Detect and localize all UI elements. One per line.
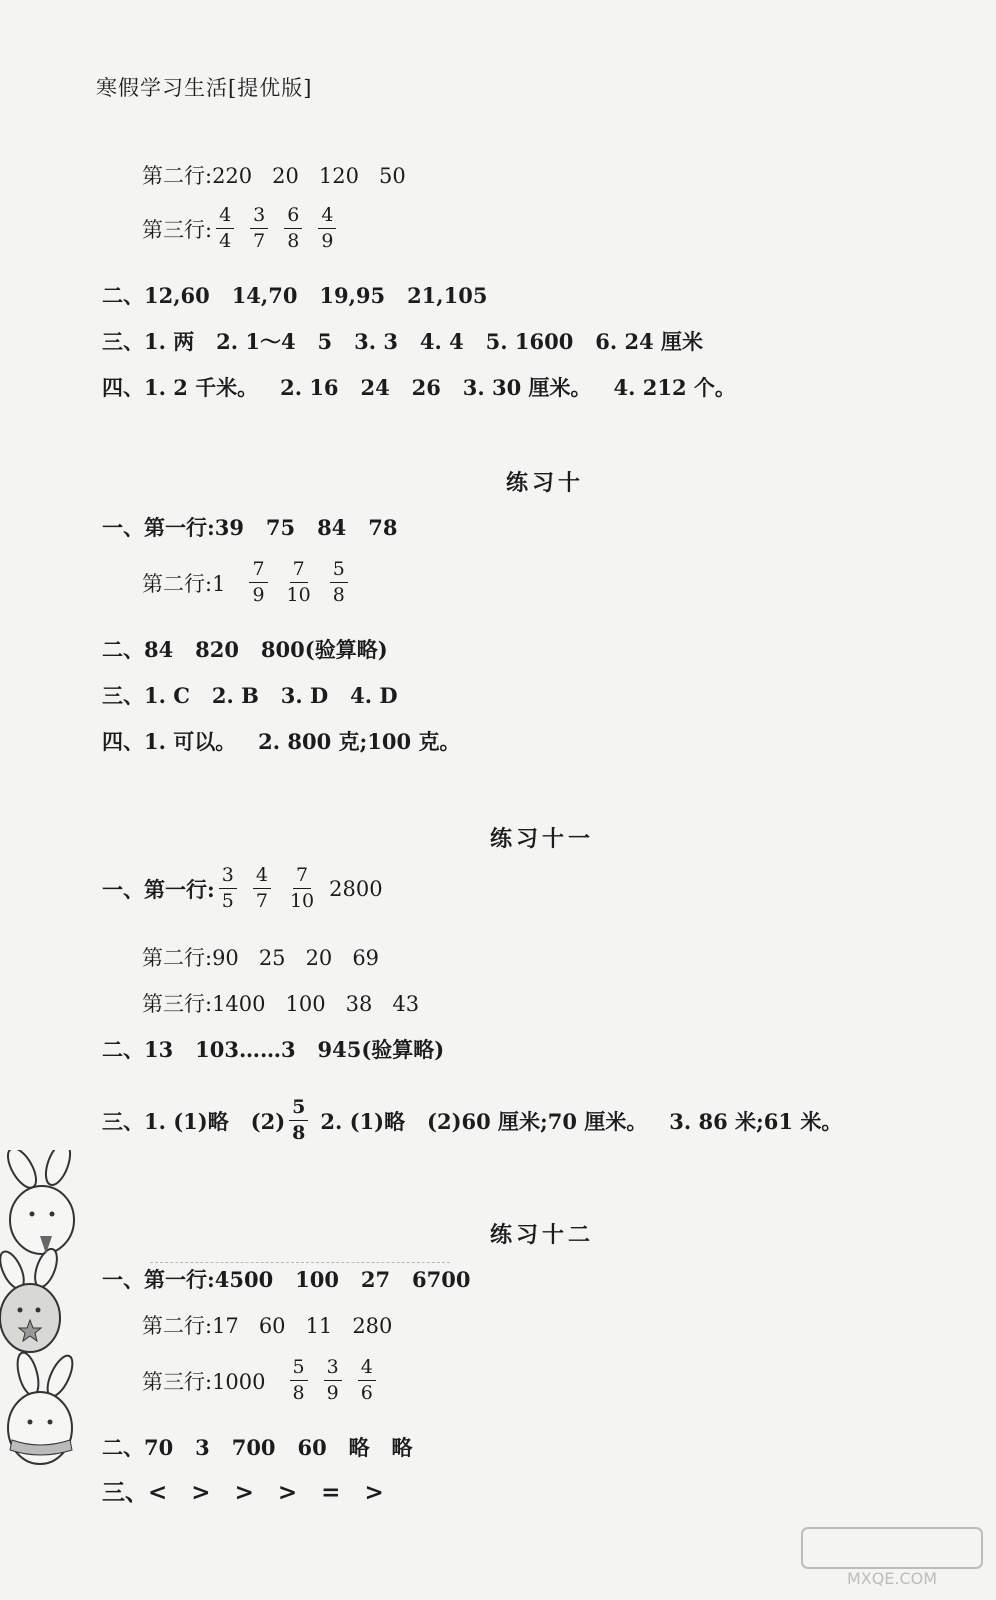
ex11-row2: 第二行:90 25 20 69 xyxy=(142,946,380,970)
fraction: $\frac{7}{9}$ xyxy=(249,560,267,605)
answer-text: 2. (1)略 (2)60 厘米;70 厘米。 3. 86 米;61 米。 xyxy=(320,1108,843,1134)
ex10-row1: 一、第一行:39 75 84 78 xyxy=(102,515,398,540)
ex11-q3 xyxy=(102,1098,842,1143)
ex10-row2 xyxy=(142,560,360,605)
ex10-q4: 四、1. 可以。 2. 800 克;100 克。 xyxy=(102,729,461,754)
ex10-q2: 二、84 820 800(验算略) xyxy=(102,637,388,662)
page-header: 寒假学习生活[提优版] xyxy=(96,76,313,100)
watermark-logo-icon xyxy=(798,1522,988,1592)
prev-row3 xyxy=(142,206,348,251)
ex12-q3: 三、< > > > = > xyxy=(102,1479,384,1506)
fraction: $\frac{5}{8}$ xyxy=(290,1358,308,1403)
section-title-ex10: 练习十 xyxy=(506,470,585,496)
ex12-q2: 二、70 3 700 60 略 略 xyxy=(102,1435,413,1460)
fraction: $\frac{6}{8}$ xyxy=(284,206,302,251)
fraction: $\frac{4}{6}$ xyxy=(358,1358,376,1403)
ex11-row3: 第三行:1400 100 38 43 xyxy=(142,992,420,1016)
ex12-row2: 第二行:17 60 11 280 xyxy=(142,1314,393,1338)
ex10-q3: 三、1. C 2. B 3. D 4. D xyxy=(102,683,398,708)
fraction: $\frac{4}{9}$ xyxy=(318,206,336,251)
row-label: 第三行: xyxy=(142,217,213,242)
row-value: 2800 xyxy=(329,876,383,901)
fraction: $\frac{4}{4}$ xyxy=(216,206,234,251)
prev-q4: 四、1. 2 千米。 2. 16 24 26 3. 30 厘米。 4. 212 个。 xyxy=(102,375,736,400)
row-label: 一、第一行: xyxy=(102,876,215,902)
prev-q2: 二、12,60 14,70 19,95 21,105 xyxy=(102,283,488,308)
fraction: $\frac{3}{7}$ xyxy=(250,206,268,251)
fraction: $\frac{3}{5}$ xyxy=(219,866,237,911)
fraction: $\frac{7}{10}$ xyxy=(289,864,315,912)
svg-text:MXQE.COM: MXQE.COM xyxy=(846,1569,938,1588)
fraction: $\frac{4}{7}$ xyxy=(253,866,271,911)
fraction: $\frac{7}{10}$ xyxy=(286,558,311,606)
fraction: $\frac{5}{8}$ xyxy=(289,1098,308,1143)
ex12-row3 xyxy=(142,1358,388,1403)
prev-row2: 第二行:220 20 120 50 xyxy=(142,164,406,188)
fraction: $\frac{5}{8}$ xyxy=(330,560,348,605)
ex11-row1 xyxy=(102,866,383,911)
section-title-ex11: 练习十一 xyxy=(490,826,595,852)
row-label: 第二行:1 xyxy=(142,571,226,596)
ex11-q2: 二、13 103……3 945(验算略) xyxy=(102,1037,445,1062)
prev-q3: 三、1. 两 2. 1～4 5 3. 3 4. 4 5. 1600 6. 24 厘米 xyxy=(102,329,704,354)
answer-text: 三、1. (1)略 (2) xyxy=(102,1108,286,1134)
fraction: $\frac{3}{9}$ xyxy=(324,1358,342,1403)
section-title-ex12: 练习十二 xyxy=(490,1222,595,1248)
row-label: 第三行:1000 xyxy=(142,1369,266,1394)
bunny-illustration-icon xyxy=(0,1150,110,1480)
ex12-row1: 一、第一行:4500 100 27 6700 xyxy=(102,1267,471,1292)
dashed-divider xyxy=(150,1262,450,1263)
